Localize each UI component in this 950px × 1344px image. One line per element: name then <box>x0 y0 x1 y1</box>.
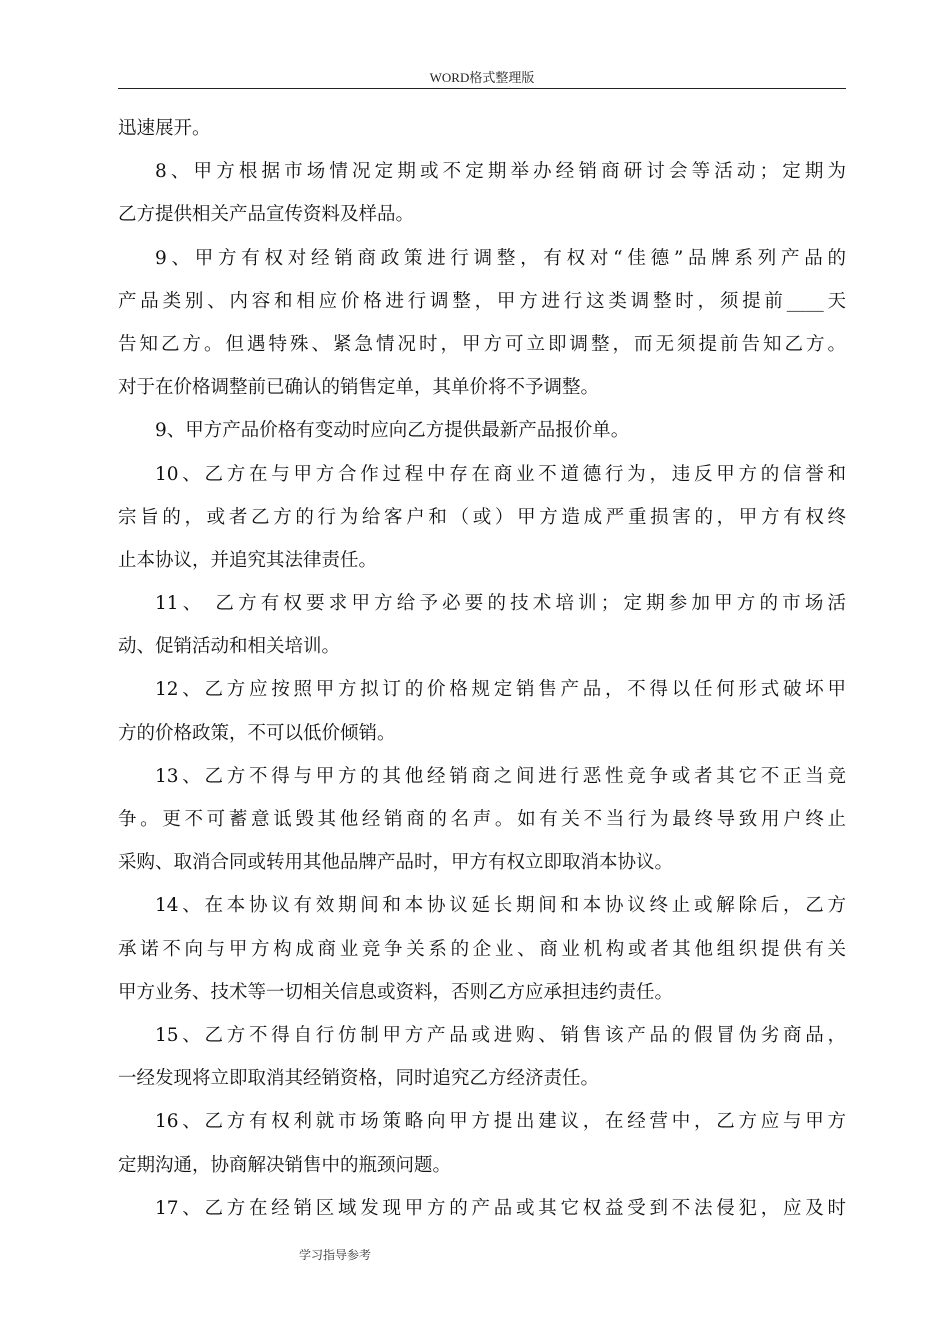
paragraph-line: 定期沟通，协商解决销售中的瓶颈问题。 <box>118 1154 452 1176</box>
paragraph-line: 乙方提供相关产品宣传资料及样品。 <box>118 204 415 226</box>
paragraph-line: 11、 乙方有权要求甲方给予必要的技术培训；定期参加甲方的市场活 <box>155 593 846 615</box>
paragraph-line: 17、乙方在经销区域发现甲方的产品或其它权益受到不法侵犯，应及时 <box>155 1197 846 1219</box>
paragraph-line: 12、乙方应按照甲方拟订的价格规定销售产品，不得以任何形式破坏甲 <box>155 679 846 701</box>
document-body <box>118 107 846 1230</box>
header-title: WORD格式整理版 <box>429 70 535 85</box>
paragraph-line: 动、促销活动和相关培训。 <box>118 636 341 658</box>
paragraph-line: 对于在价格调整前已确认的销售定单，其单价将不予调整。 <box>118 377 600 399</box>
paragraph-line: 16、乙方有权利就市场策略向甲方提出建议，在经营中，乙方应与甲方 <box>155 1111 846 1133</box>
paragraph-line: 15、乙方不得自行仿制甲方产品或进购、销售该产品的假冒伪劣商品， <box>155 1024 846 1046</box>
paragraph-line: 止本协议，并追究其法律责任。 <box>118 549 378 571</box>
paragraph-line: 告知乙方。但遇特殊、紧急情况时，甲方可立即调整，而无须提前告知乙方。 <box>118 333 846 355</box>
paragraph-line: 方的价格政策，不可以低价倾销。 <box>118 722 396 744</box>
footer-text: 学习指导参考 <box>299 1248 372 1262</box>
paragraph-line: 采购、取消合同或转用其他品牌产品时，甲方有权立即取消本协议。 <box>118 852 674 874</box>
paragraph-line: 8、甲方根据市场情况定期或不定期举办经销商研讨会等活动；定期为 <box>155 161 846 183</box>
paragraph-line: 甲方业务、技术等一切相关信息或资料，否则乙方应承担违约责任。 <box>118 981 674 1003</box>
paragraph-line: 承诺不向与甲方构成商业竞争关系的企业、商业机构或者其他组织提供有关 <box>118 938 846 960</box>
paragraph-line: 宗旨的，或者乙方的行为给客户和（或）甲方造成严重损害的，甲方有权终 <box>118 506 846 528</box>
page-header <box>118 68 846 89</box>
paragraph-line: 13、乙方不得与甲方的其他经销商之间进行恶性竞争或者其它不正当竞 <box>155 765 846 787</box>
paragraph-line: 产品类别、内容和相应价格进行调整，甲方进行这类调整时，须提前____天 <box>118 290 846 312</box>
paragraph-line: 9、甲方有权对经销商政策进行调整，有权对“佳德”品牌系列产品的 <box>155 247 846 269</box>
paragraph-line: 争。更不可蓄意诋毁其他经销商的名声。如有关不当行为最终导致用户终止 <box>118 809 846 830</box>
paragraph-line: 9、甲方产品价格有变动时应向乙方提供最新产品报价单。 <box>155 420 630 442</box>
page-footer <box>299 1247 371 1263</box>
paragraph-line: 10、乙方在与甲方合作过程中存在商业不道德行为，违反甲方的信誉和 <box>155 463 846 485</box>
paragraph-line: 迅速展开。 <box>118 118 211 139</box>
paragraph-line: 14、在本协议有效期间和本协议延长期间和本协议终止或解除后，乙方 <box>155 895 846 917</box>
paragraph-line: 一经发现将立即取消其经销资格，同时追究乙方经济责任。 <box>118 1068 600 1090</box>
